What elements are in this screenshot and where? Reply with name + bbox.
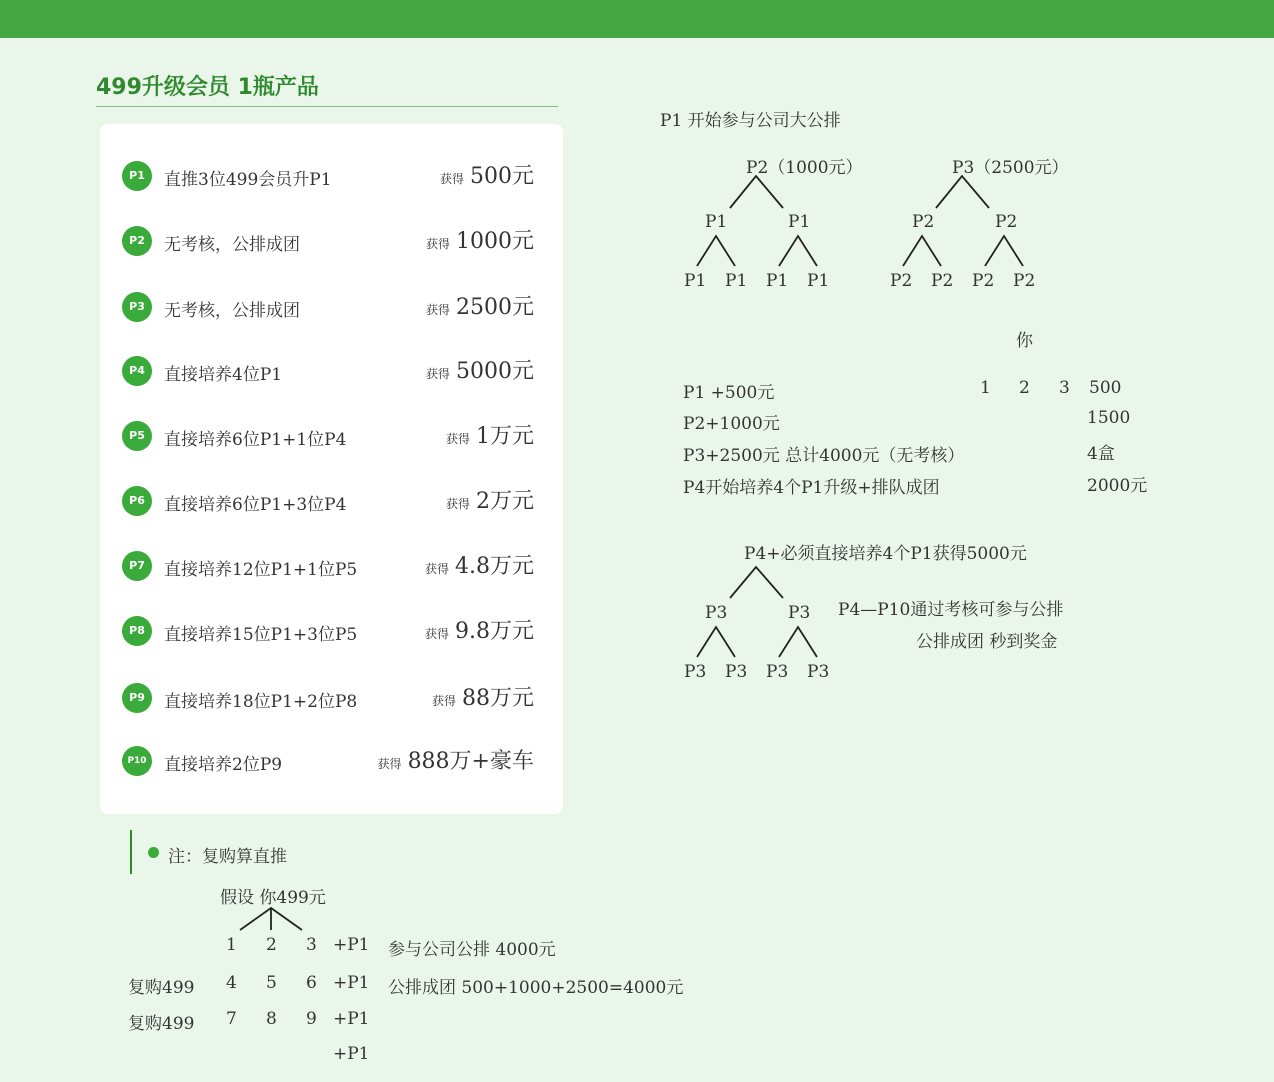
tree3-leaf: P3 [766, 662, 789, 682]
level-desc: 直接培养6位P1+3位P4 [164, 495, 347, 515]
tree1-leaf: P1 [684, 271, 707, 291]
tree3-mid: P3 [788, 603, 811, 623]
note-plus-p1: +P1 [333, 1009, 370, 1029]
reward-amount: 2万元 [476, 489, 534, 514]
note-row1-text: 参与公司公排 4000元 [388, 940, 556, 960]
reward-label: 获得 [377, 757, 402, 771]
tree1-root: P2（1000元） [746, 158, 863, 178]
reward-amount: 1万元 [476, 424, 534, 449]
note-num: 8 [266, 1009, 277, 1029]
note-num: 7 [226, 1009, 237, 1029]
badge-p9: P9 [122, 683, 152, 713]
tree3-root: P4+必须直接培养4个P1获得5000元 [744, 544, 1027, 564]
reward-amount: 888万+豪车 [407, 749, 534, 774]
tree3-leaf: P3 [807, 662, 830, 682]
calc-line: P1 +500元 [683, 383, 775, 403]
tree2-branch [936, 176, 989, 208]
badge-p2: P2 [122, 226, 152, 256]
tree2-mid: P2 [912, 212, 935, 232]
level-desc: 直推3位499会员升P1 [164, 170, 332, 190]
level-desc: 无考核，公排成团 [164, 301, 300, 321]
level-desc: 直接培养6位P1+1位P4 [164, 430, 347, 450]
level-desc: 直接培养15位P1+3位P5 [164, 625, 358, 645]
reward-amount: 1000元 [456, 229, 534, 254]
tree3-mid: P3 [705, 603, 728, 623]
tree3-leaf: P3 [725, 662, 748, 682]
reward-label: 获得 [439, 172, 464, 186]
level-desc: 直接培养18位P1+2位P8 [164, 692, 358, 712]
calc-line: P4开始培养4个P1升级+排队成团 [683, 478, 940, 498]
level-desc: 无考核，公排成团 [164, 235, 300, 255]
right-title: P1 开始参与公司大公排 [660, 111, 841, 131]
side-num: 3 [1059, 378, 1070, 398]
note-num: 6 [306, 973, 317, 993]
tree3-leaf: P3 [684, 662, 707, 682]
tree2-branch [903, 236, 941, 266]
reward-label: 获得 [425, 303, 450, 317]
side-value: 2000元 [1087, 476, 1148, 496]
tree1-leaf: P1 [766, 271, 789, 291]
tree3-branch [730, 567, 783, 598]
reward-label: 获得 [445, 497, 470, 511]
reward-amount: 500元 [470, 164, 534, 189]
tree2-leaf: P2 [931, 271, 954, 291]
badge-p4: P4 [122, 356, 152, 386]
tree1-mid: P1 [788, 212, 811, 232]
level-desc: 直接培养12位P1+1位P5 [164, 560, 358, 580]
p4-note-2: 公排成团 秒到奖金 [916, 632, 1058, 652]
side-value: 1500 [1087, 408, 1131, 428]
note-num: 5 [266, 973, 277, 993]
reward-amount: 4.8万元 [455, 554, 534, 579]
tree1-branch [730, 176, 783, 208]
tree2-branch [985, 236, 1023, 266]
reward-label: 获得 [424, 562, 449, 576]
reward-amount: 2500元 [456, 295, 534, 320]
note-num: 3 [306, 935, 317, 955]
tree2-leaf: P2 [890, 271, 913, 291]
note-plus-p1: +P1 [333, 973, 370, 993]
note-num: 1 [226, 935, 237, 955]
tree3-branch [779, 627, 817, 657]
calc-line: P3+2500元 总计4000元（无考核） [683, 446, 965, 466]
badge-p7: P7 [122, 551, 152, 581]
badge-p5: P5 [122, 421, 152, 451]
p4-note-1: P4—P10通过考核可参与公排 [838, 600, 1064, 620]
tree3-branch [697, 627, 735, 657]
badge-p1: P1 [122, 161, 152, 191]
note-plus-p1: +P1 [333, 1044, 370, 1064]
tree2-leaf: P2 [972, 271, 995, 291]
side-num: 1 [980, 378, 991, 398]
badge-p6: P6 [122, 486, 152, 516]
level-desc: 直接培养2位P9 [164, 755, 283, 775]
badge-p8: P8 [122, 616, 152, 646]
side-value: 500 [1089, 378, 1122, 398]
note-num: 9 [306, 1009, 317, 1029]
note-num: 4 [226, 973, 237, 993]
tree1-leaf: P1 [725, 271, 748, 291]
badge-p10: P10 [122, 746, 152, 776]
note-repurchase-label: 复购499 [128, 978, 195, 998]
reward-label: 获得 [424, 627, 449, 641]
tree1-branch [779, 236, 817, 266]
reward-label: 获得 [445, 432, 470, 446]
level-desc: 直接培养4位P1 [164, 365, 283, 385]
side-value: 4盒 [1087, 444, 1115, 464]
section-heading: 499升级会员 1瓶产品 [96, 75, 319, 100]
calc-line: P2+1000元 [683, 414, 780, 434]
tree2-leaf: P2 [1013, 271, 1036, 291]
reward-amount: 88万元 [462, 686, 534, 711]
you-label: 你 [1016, 331, 1033, 351]
side-num: 2 [1019, 378, 1030, 398]
reward-label: 获得 [425, 237, 450, 251]
badge-p3: P3 [122, 292, 152, 322]
note-assume: 假设 你499元 [220, 888, 326, 908]
reward-amount: 5000元 [456, 359, 534, 384]
tree1-leaf: P1 [807, 271, 830, 291]
note-num: 2 [266, 935, 277, 955]
tree2-mid: P2 [995, 212, 1018, 232]
reward-label: 获得 [431, 694, 456, 708]
note-plus-p1: +P1 [333, 935, 370, 955]
tree2-root: P3（2500元） [952, 158, 1069, 178]
tree1-mid: P1 [705, 212, 728, 232]
note-row2-text: 公排成团 500+1000+2500=4000元 [388, 978, 684, 998]
note-title: 注：复购算直推 [168, 847, 287, 867]
tree1-branch [697, 236, 735, 266]
note-repurchase-label: 复购499 [128, 1014, 195, 1034]
reward-label: 获得 [425, 367, 450, 381]
reward-amount: 9.8万元 [455, 619, 534, 644]
